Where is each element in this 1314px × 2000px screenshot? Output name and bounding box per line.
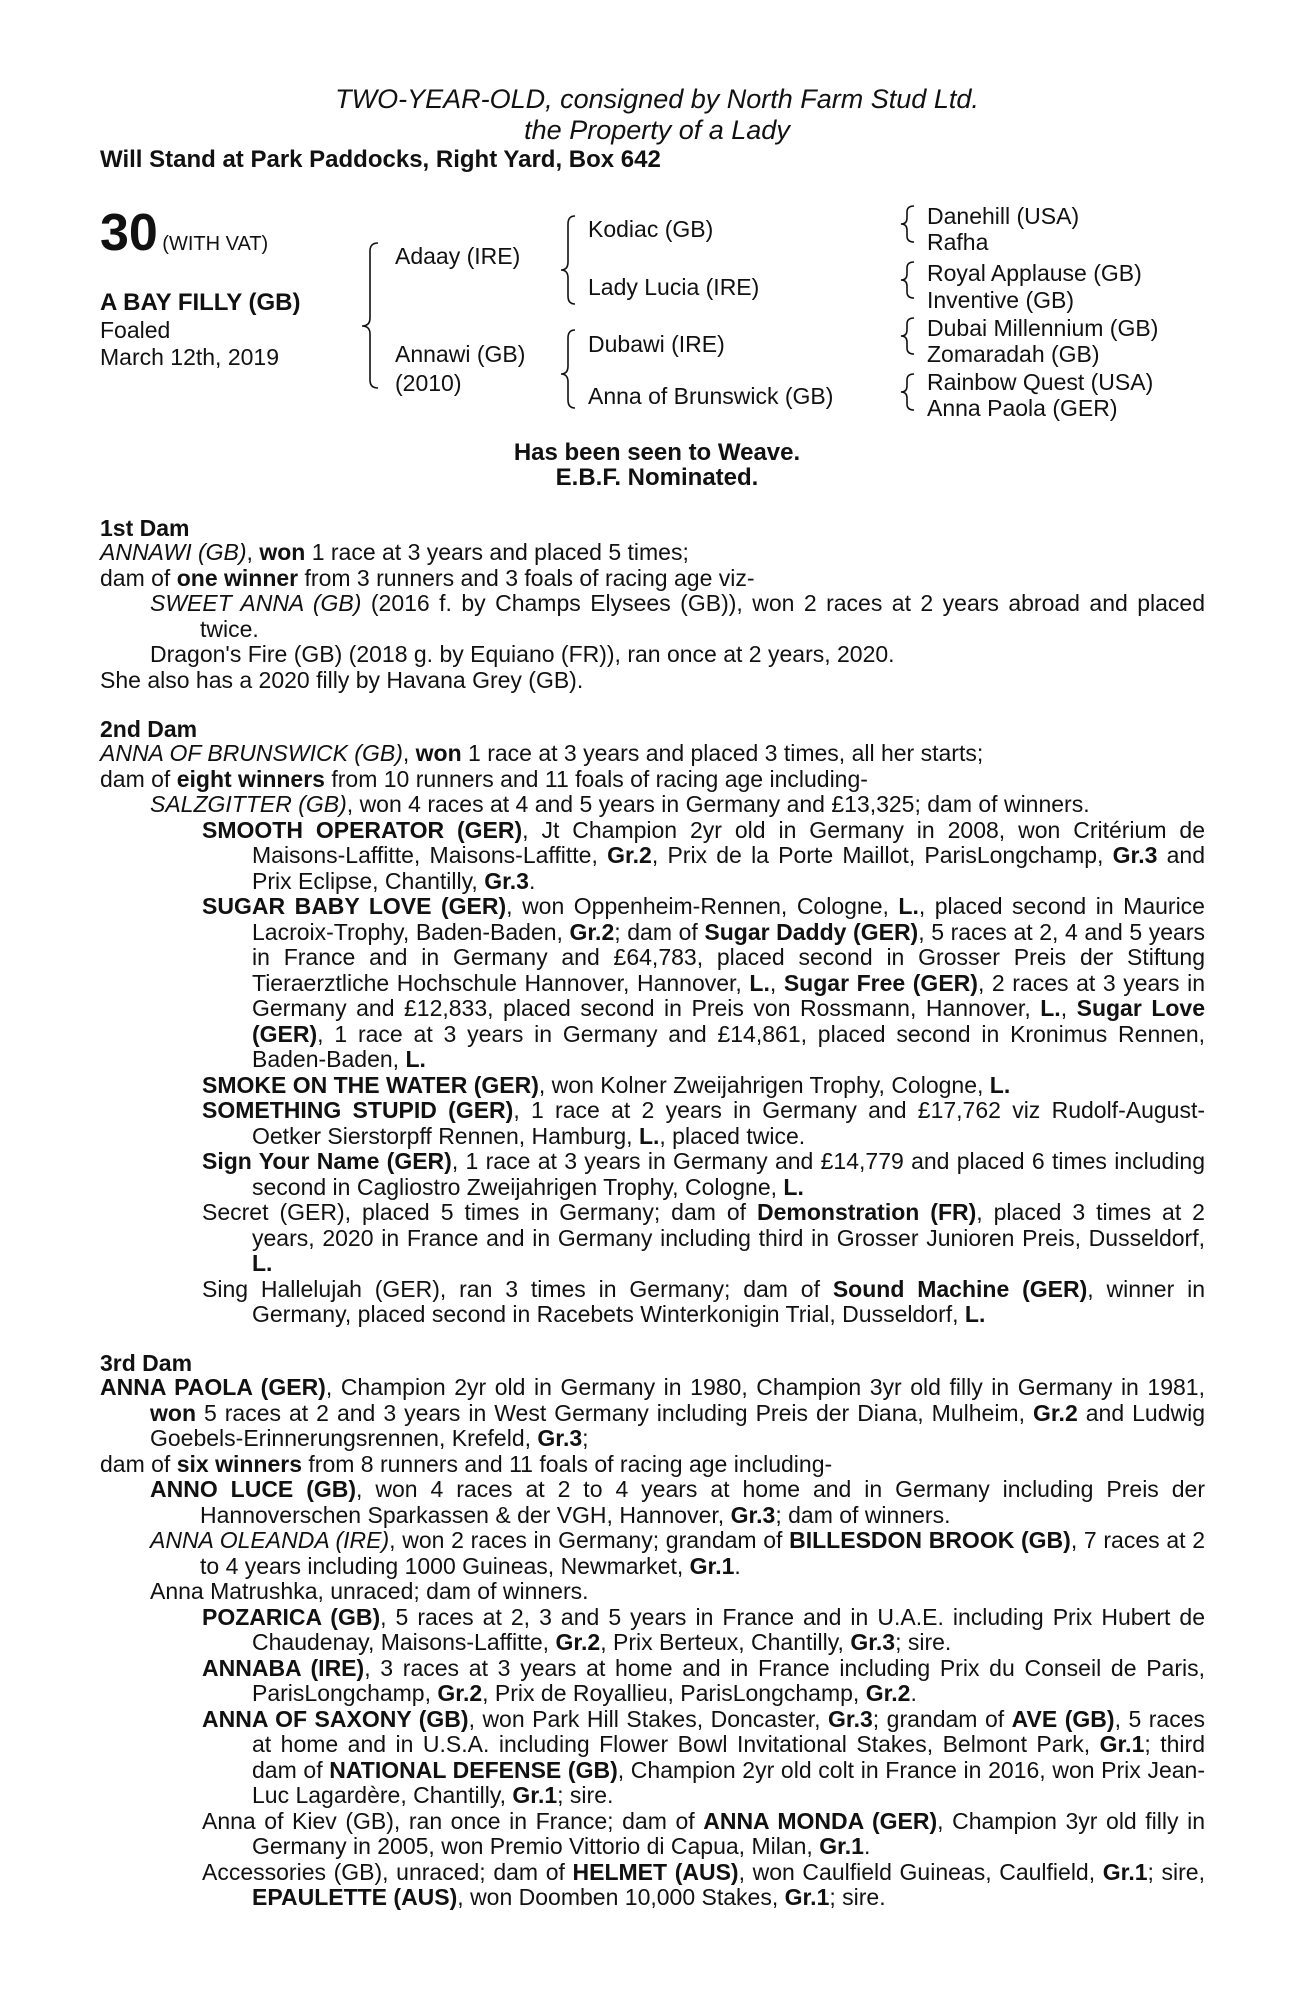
pozarica: POZARICA (GB), 5 races at 2, 3 and 5 years in France and in U.A.E. including Prix Hubert de Chaudenay, Maisons-Laffitte, Gr.2, Prix Berteux, Chantilly, Gr.3; sire. [202,1603,1206,1655]
accessories: Accessories (GB), unraced; dam of HELMET (AUS), won Caulfield Guineas, Caulfield, Gr.1; sire, EPAULETTE (AUS), won Doomben 10,000 Stakes, Gr.1; sire. [202,1858,1205,1910]
anna-matrushka: Anna Matrushka, unraced; dam of winners. [150,1578,589,1604]
note-ebf: E.B.F. Nominated. [555,464,759,491]
consignor-line: TWO-YEAR-OLD, consigned by North Farm Stud Ltd. [335,84,979,114]
bracket-g3-1 [901,206,914,242]
anna-paola: ANNA PAOLA (GER), Champion 2yr old in Germany in 1980, Champion 3yr old filly in Germany in 1981, won 5 races at 2 and 3 years in West Germany including Preis der Diana, Mulheim, Gr.2 and Ludwig Goebels-Erinnerungsrennen, Krefeld, Gr.3; [100,1374,1205,1451]
third-dam-heading: 3rd Dam [100,1350,193,1376]
sire-dam: Lady Lucia (IRE) [588,274,760,300]
bracket-g3-3 [901,318,914,354]
bracket-g3-2 [901,262,914,298]
note-weave: Has been seen to Weave. [513,439,801,466]
second-dam-produce: dam of eight winners from 10 runners and 11 foals of racing age including- [100,765,868,792]
dam-year: (2010) [395,370,462,396]
smoke-on-the-water: SMOKE ON THE WATER (GER), won Kolner Zweijahrigen Trophy, Cologne, L. [202,1071,1011,1098]
lot-number: 30 [100,204,158,262]
notes [0,440,1314,490]
foaled-label: Foaled [100,317,171,343]
sire: Adaay (IRE) [395,243,521,269]
gen3-7: Rainbow Quest (USA) [927,369,1154,395]
bracket-sire [561,216,575,304]
annawi-line: ANNAWI (GB), won 1 race at 3 years and placed 5 times; [100,539,689,565]
annaba: ANNABA (IRE), 3 races at 3 years at home and in France including Prix du Conseil de Paris, ParisLongchamp, Gr.2, Prix de Royallieu, ParisLongchamp, Gr.2. [202,1654,1205,1706]
sugar-baby-love: SUGAR BABY LOVE (GER), won Oppenheim-Rennen, Cologne, L., placed second in Maurice Lacroix-Trophy, Baden-Baden, Gr.2; dam of Sugar Daddy (GER), 5 races at 2, 4 and 5 years in France and in Germany and £64,783, placed second in Grosser Preis der Stiftung Tieraerztliche Hochschule Hannover, Hannover, L., Sugar Free (GER), 2 races at 3 years in Germany and £12,833, placed second in Preis von Rossmann, Hannover, L., Sugar Love (GER), 1 race at 3 years in Germany and £14,861, placed second in Kronimus Rennen, Baden-Baden, L. [202,893,1206,1072]
foaled-date: March 12th, 2019 [100,344,280,370]
anna-of-kiev: Anna of Kiev (GB), ran once in France; dam of ANNA MONDA (GER), Champion 3yr old filly in Germany in 2005, won Premio Vittorio di Capua, Milan, Gr.1. [202,1807,1205,1859]
filly-2020: She also has a 2020 filly by Havana Grey (GB). [100,666,584,693]
third-dam-produce: dam of six winners from 8 runners and 11 foals of racing age including- [100,1450,833,1477]
dam-sire: Dubawi (IRE) [588,331,725,357]
vat-note: (WITH VAT) [162,233,269,255]
sign-your-name: Sign Your Name (GER), 1 race at 3 years in Germany and £14,779 and placed 6 times including second in Cagliostro Zweijahrigen Trophy, Cologne, L. [202,1148,1206,1200]
sing-hallelujah: Sing Hallelujah (GER), ran 3 times in Germany; dam of Sound Machine (GER), winner in Germany, placed second in Racebets Winterkonigin Trial, Dusseldorf, L. [202,1275,1206,1327]
second-dam-text [100,741,1205,1328]
sweet-anna: SWEET ANNA (GB) (2016 f. by Champs Elysees (GB)), won 2 races at 2 years abroad and placed twice. [150,590,1205,642]
gen3-8: Anna Paola (GER) [927,395,1118,421]
bracket-g3-4 [901,374,914,410]
anna-oleanda: ANNA OLEANDA (IRE), won 2 races in Germany; grandam of BILLESDON BROOK (GB), 7 races at 2 to 4 years including 1000 Guineas, Newmarket, Gr.1. [150,1527,1205,1579]
first-dam-produce: dam of one winner from 3 runners and 3 foals of racing age viz- [100,564,755,591]
first-dam-heading: 1st Dam [100,515,190,541]
stand-location: Will Stand at Park Paddocks, Right Yard, Box 642 [100,146,661,173]
something-stupid: SOMETHING STUPID (GER), 1 race at 2 years in Germany and £17,762 viz Rudolf-August-Oetker Sierstorpff Rennen, Hamburg, L., placed twice. [202,1097,1205,1149]
gen3-1: Danehill (USA) [927,203,1080,229]
aob-line: ANNA OF BRUNSWICK (GB), won 1 race at 3 years and placed 3 times, all her starts; [100,740,984,766]
lot-title: A BAY FILLY (GB) [100,289,301,316]
salzgitter: SALZGITTER (GB), won 4 races at 4 and 5 years in Germany and £13,325; dam of winners. [150,791,1090,817]
bracket-dam [561,330,575,408]
dam-dam: Anna of Brunswick (GB) [588,383,834,409]
gen3-6: Zomaradah (GB) [927,341,1100,367]
gen3-2: Rafha [927,229,989,255]
secret: Secret (GER), placed 5 times in Germany; dam of Demonstration (FR), placed 3 times at 2 years, 2020 in France and in Germany including third in Grosser Junioren Preis, Dusseldorf, L. [202,1199,1205,1276]
gen3-4: Inventive (GB) [927,287,1074,313]
anno-luce: ANNO LUCE (GB), won 4 races at 2 to 4 years at home and in Germany including Preis der Hannoverschen Sparkassen & der VGH, Hannover, Gr.3; dam of winners. [150,1476,1205,1528]
gen3-3: Royal Applause (GB) [927,260,1142,286]
bracket-main [362,243,378,388]
sire-sire: Kodiac (GB) [588,216,714,242]
anna-of-saxony: ANNA OF SAXONY (GB), won Park Hill Stakes, Doncaster, Gr.3; grandam of AVE (GB), 5 races at home and in U.S.A. including Flower Bowl Invitational Stakes, Belmont Park, Gr.1; third dam of NATIONAL DEFENSE (GB), Champion 2yr old colt in France in 2016, won Prix Jean-Luc Lagardère, Chantilly, Gr.1; sire. [202,1705,1205,1808]
dragons-fire: Dragon's Fire (GB) (2018 g. by Equiano (FR)), ran once at 2 years, 2020. [150,641,895,667]
first-dam-text [100,540,1205,693]
second-dam-heading: 2nd Dam [100,716,198,742]
property-line: the Property of a Lady [524,115,790,145]
dam: Annawi (GB) [395,341,526,367]
gen3-5: Dubai Millennium (GB) [927,315,1159,341]
third-dam-text [100,1375,1205,1911]
smooth-operator: SMOOTH OPERATOR (GER), Jt Champion 2yr old in Germany in 2008, won Critérium de Maisons-Laffitte, Maisons-Laffitte, Gr.2, Prix de la Porte Maillot, ParisLongchamp, Gr.3 and Prix Eclipse, Chantilly, Gr.3. [202,816,1205,894]
